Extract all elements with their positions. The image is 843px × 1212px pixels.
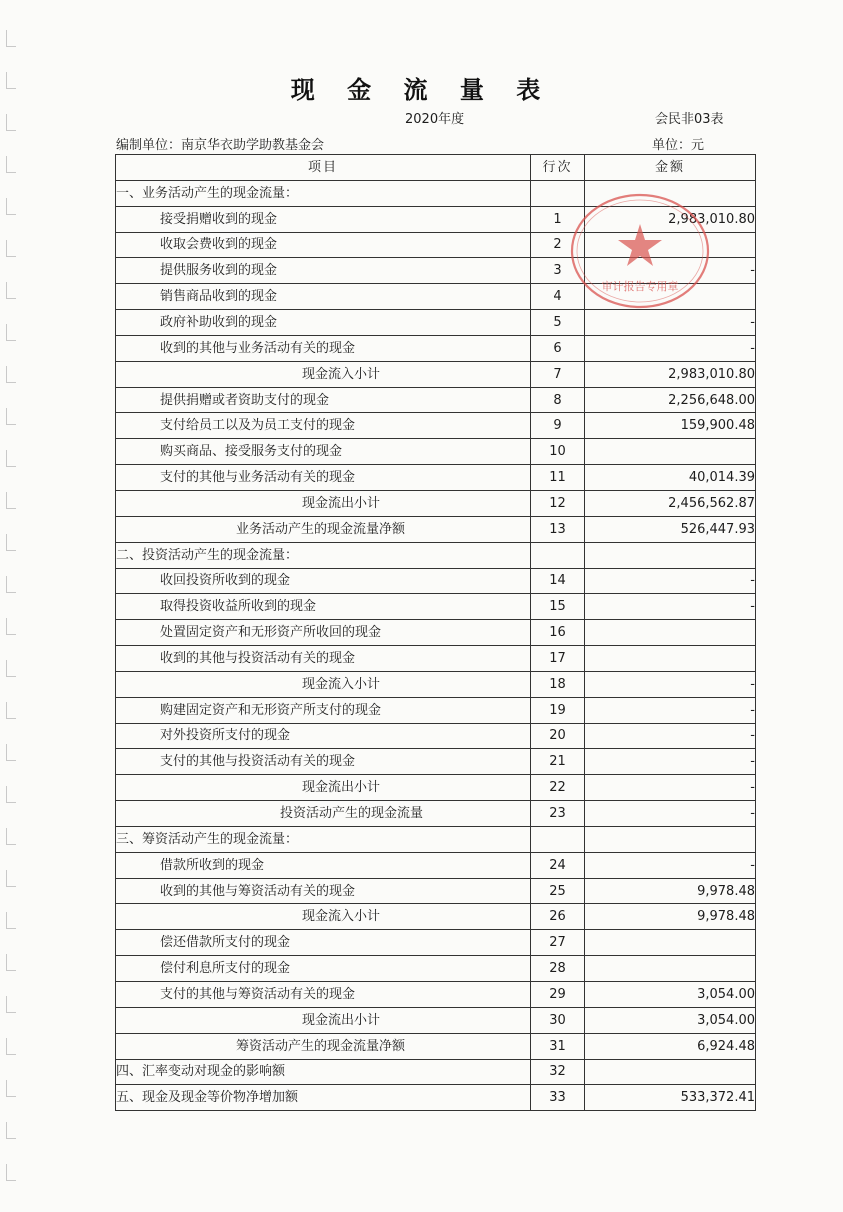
table-row xyxy=(116,361,756,387)
seal-text: 审计报告专用章 xyxy=(601,280,679,293)
row-item-label: 支付的其他与业务活动有关的现金 xyxy=(116,465,531,491)
table-row xyxy=(116,516,756,542)
binding-tick xyxy=(6,1164,16,1181)
row-amount xyxy=(585,826,756,852)
row-item-label: 现金流出小计 xyxy=(116,490,531,516)
row-number: 10 xyxy=(531,439,585,465)
table-row xyxy=(116,542,756,568)
row-item-label: 收回投资所收到的现金 xyxy=(116,568,531,594)
binding-tick xyxy=(6,450,16,467)
binding-tick xyxy=(6,702,16,719)
row-item-label: 业务活动产生的现金流量净额 xyxy=(116,516,531,542)
binding-tick xyxy=(6,492,16,509)
row-number: 24 xyxy=(531,852,585,878)
row-number xyxy=(531,826,585,852)
row-item-label: 现金流入小计 xyxy=(116,904,531,930)
binding-tick xyxy=(6,114,16,131)
table-header-row xyxy=(116,155,756,181)
row-item-label: 现金流入小计 xyxy=(116,361,531,387)
row-item-label: 取得投资收益所收到的现金 xyxy=(116,594,531,620)
row-item-label: 三、筹资活动产生的现金流量： xyxy=(116,826,531,852)
table-row xyxy=(116,387,756,413)
row-amount: - xyxy=(585,335,756,361)
row-amount xyxy=(585,930,756,956)
row-item-label: 现金流入小计 xyxy=(116,671,531,697)
row-number: 20 xyxy=(531,723,585,749)
binding-tick xyxy=(6,954,16,971)
row-item-label: 偿付利息所支付的现金 xyxy=(116,956,531,982)
header-amount: 金额 xyxy=(585,155,756,181)
binding-tick xyxy=(6,282,16,299)
row-number: 23 xyxy=(531,801,585,827)
row-item-label: 投资活动产生的现金流量 xyxy=(116,801,531,827)
row-number: 5 xyxy=(531,310,585,336)
row-amount: 2,983,010.80 xyxy=(585,361,756,387)
row-item-label: 对外投资所支付的现金 xyxy=(116,723,531,749)
table-row xyxy=(116,930,756,956)
table-row xyxy=(116,956,756,982)
row-number: 32 xyxy=(531,1059,585,1085)
row-amount: - xyxy=(585,594,756,620)
table-row xyxy=(116,206,756,232)
table-row xyxy=(116,775,756,801)
row-item-label: 提供服务收到的现金 xyxy=(116,258,531,284)
row-number: 6 xyxy=(531,335,585,361)
row-item-label: 购建固定资产和无形资产所支付的现金 xyxy=(116,697,531,723)
row-number: 3 xyxy=(531,258,585,284)
row-number: 31 xyxy=(531,1033,585,1059)
binding-tick xyxy=(6,912,16,929)
row-number: 11 xyxy=(531,465,585,491)
row-amount: 3,054.00 xyxy=(585,982,756,1008)
row-amount: 6,924.48 xyxy=(585,1033,756,1059)
header-item: 项目 xyxy=(116,155,531,181)
row-amount xyxy=(585,620,756,646)
binding-tick xyxy=(6,660,16,677)
row-number: 28 xyxy=(531,956,585,982)
row-number: 1 xyxy=(531,206,585,232)
row-amount xyxy=(585,956,756,982)
row-item-label: 现金流出小计 xyxy=(116,775,531,801)
binding-margin xyxy=(0,0,22,1212)
row-number: 29 xyxy=(531,982,585,1008)
header-row-number: 行次 xyxy=(531,155,585,181)
row-number: 9 xyxy=(531,413,585,439)
binding-tick xyxy=(6,366,16,383)
form-number: 会民非03表 xyxy=(655,112,724,127)
row-amount: - xyxy=(585,775,756,801)
binding-tick xyxy=(6,534,16,551)
row-amount: 40,014.39 xyxy=(585,465,756,491)
binding-tick xyxy=(6,828,16,845)
row-item-label: 二、投资活动产生的现金流量： xyxy=(116,542,531,568)
row-amount: 2,456,562.87 xyxy=(585,490,756,516)
row-amount xyxy=(585,542,756,568)
row-item-label: 五、现金及现金等价物净增加额 xyxy=(116,1085,531,1111)
row-amount: - xyxy=(585,568,756,594)
preparing-organization: 编制单位：南京华衣助学助教基金会 xyxy=(116,138,325,153)
row-amount: - xyxy=(585,310,756,336)
row-amount: - xyxy=(585,258,756,284)
binding-tick xyxy=(6,240,16,257)
row-amount: - xyxy=(585,852,756,878)
row-item-label: 购买商品、接受服务支付的现金 xyxy=(116,439,531,465)
table-row xyxy=(116,620,756,646)
row-amount: 526,447.93 xyxy=(585,516,756,542)
row-number: 16 xyxy=(531,620,585,646)
table-row xyxy=(116,749,756,775)
table-row xyxy=(116,904,756,930)
row-amount: 3,054.00 xyxy=(585,1007,756,1033)
binding-tick xyxy=(6,1080,16,1097)
currency-unit: 单位：元 xyxy=(652,138,705,153)
binding-tick xyxy=(6,618,16,635)
row-item-label: 接受捐赠收到的现金 xyxy=(116,206,531,232)
row-item-label: 提供捐赠或者资助支付的现金 xyxy=(116,387,531,413)
row-amount: 2,256,648.00 xyxy=(585,387,756,413)
binding-tick xyxy=(6,30,16,47)
table-row xyxy=(116,413,756,439)
row-number: 26 xyxy=(531,904,585,930)
row-number: 7 xyxy=(531,361,585,387)
table-row xyxy=(116,258,756,284)
binding-tick xyxy=(6,324,16,341)
page-title: 现 金 流 量 表 xyxy=(290,75,553,104)
row-number: 25 xyxy=(531,878,585,904)
row-item-label: 一、业务活动产生的现金流量： xyxy=(116,180,531,206)
row-amount: 533,372.41 xyxy=(585,1085,756,1111)
table-row xyxy=(116,310,756,336)
row-number: 27 xyxy=(531,930,585,956)
row-amount: - xyxy=(585,749,756,775)
row-amount xyxy=(585,180,756,206)
table-row xyxy=(116,982,756,1008)
row-amount: 159,900.48 xyxy=(585,413,756,439)
row-amount xyxy=(585,232,756,258)
row-amount xyxy=(585,284,756,310)
row-item-label: 支付的其他与投资活动有关的现金 xyxy=(116,749,531,775)
row-item-label: 收到的其他与筹资活动有关的现金 xyxy=(116,878,531,904)
binding-tick xyxy=(6,744,16,761)
row-item-label: 销售商品收到的现金 xyxy=(116,284,531,310)
row-item-label: 处置固定资产和无形资产所收回的现金 xyxy=(116,620,531,646)
table-row xyxy=(116,284,756,310)
row-number: 8 xyxy=(531,387,585,413)
row-number: 21 xyxy=(531,749,585,775)
row-number xyxy=(531,542,585,568)
report-year: 2020年度 xyxy=(405,112,465,127)
table-row xyxy=(116,568,756,594)
row-amount: 2,983,010.80 xyxy=(585,206,756,232)
binding-tick xyxy=(6,576,16,593)
row-number: 13 xyxy=(531,516,585,542)
row-item-label: 收到的其他与业务活动有关的现金 xyxy=(116,335,531,361)
row-number: 19 xyxy=(531,697,585,723)
row-amount: 9,978.48 xyxy=(585,904,756,930)
table-row xyxy=(116,465,756,491)
row-amount: - xyxy=(585,801,756,827)
row-amount: - xyxy=(585,671,756,697)
table-row xyxy=(116,232,756,258)
row-item-label: 四、汇率变动对现金的影响额 xyxy=(116,1059,531,1085)
table-row xyxy=(116,490,756,516)
row-number: 12 xyxy=(531,490,585,516)
row-number: 2 xyxy=(531,232,585,258)
binding-tick xyxy=(6,1122,16,1139)
table-row xyxy=(116,180,756,206)
row-item-label: 收取会费收到的现金 xyxy=(116,232,531,258)
row-number: 30 xyxy=(531,1007,585,1033)
table-row xyxy=(116,646,756,672)
row-number: 14 xyxy=(531,568,585,594)
row-amount: - xyxy=(585,723,756,749)
table-row xyxy=(116,594,756,620)
table-row xyxy=(116,852,756,878)
table-row xyxy=(116,723,756,749)
binding-tick xyxy=(6,786,16,803)
table-row xyxy=(116,1007,756,1033)
table-row xyxy=(116,878,756,904)
row-number: 15 xyxy=(531,594,585,620)
binding-tick xyxy=(6,870,16,887)
row-item-label: 政府补助收到的现金 xyxy=(116,310,531,336)
row-amount xyxy=(585,439,756,465)
cash-flow-table xyxy=(115,154,756,1111)
row-amount: - xyxy=(585,697,756,723)
table-row xyxy=(116,1033,756,1059)
table-row xyxy=(116,826,756,852)
row-item-label: 偿还借款所支付的现金 xyxy=(116,930,531,956)
row-amount xyxy=(585,1059,756,1085)
row-item-label: 支付给员工以及为员工支付的现金 xyxy=(116,413,531,439)
row-item-label: 支付的其他与筹资活动有关的现金 xyxy=(116,982,531,1008)
binding-tick xyxy=(6,408,16,425)
row-amount xyxy=(585,646,756,672)
binding-tick xyxy=(6,1038,16,1055)
binding-tick xyxy=(6,156,16,173)
binding-tick xyxy=(6,198,16,215)
row-number: 33 xyxy=(531,1085,585,1111)
row-item-label: 现金流出小计 xyxy=(116,1007,531,1033)
row-number: 4 xyxy=(531,284,585,310)
table-row xyxy=(116,697,756,723)
table-row xyxy=(116,335,756,361)
table-row xyxy=(116,439,756,465)
row-amount: 9,978.48 xyxy=(585,878,756,904)
row-number xyxy=(531,180,585,206)
table-row xyxy=(116,801,756,827)
row-number: 22 xyxy=(531,775,585,801)
binding-tick xyxy=(6,996,16,1013)
row-item-label: 借款所收到的现金 xyxy=(116,852,531,878)
row-number: 17 xyxy=(531,646,585,672)
table-row xyxy=(116,1059,756,1085)
row-number: 18 xyxy=(531,671,585,697)
table-row xyxy=(116,1085,756,1111)
table-row xyxy=(116,671,756,697)
row-item-label: 筹资活动产生的现金流量净额 xyxy=(116,1033,531,1059)
row-item-label: 收到的其他与投资活动有关的现金 xyxy=(116,646,531,672)
